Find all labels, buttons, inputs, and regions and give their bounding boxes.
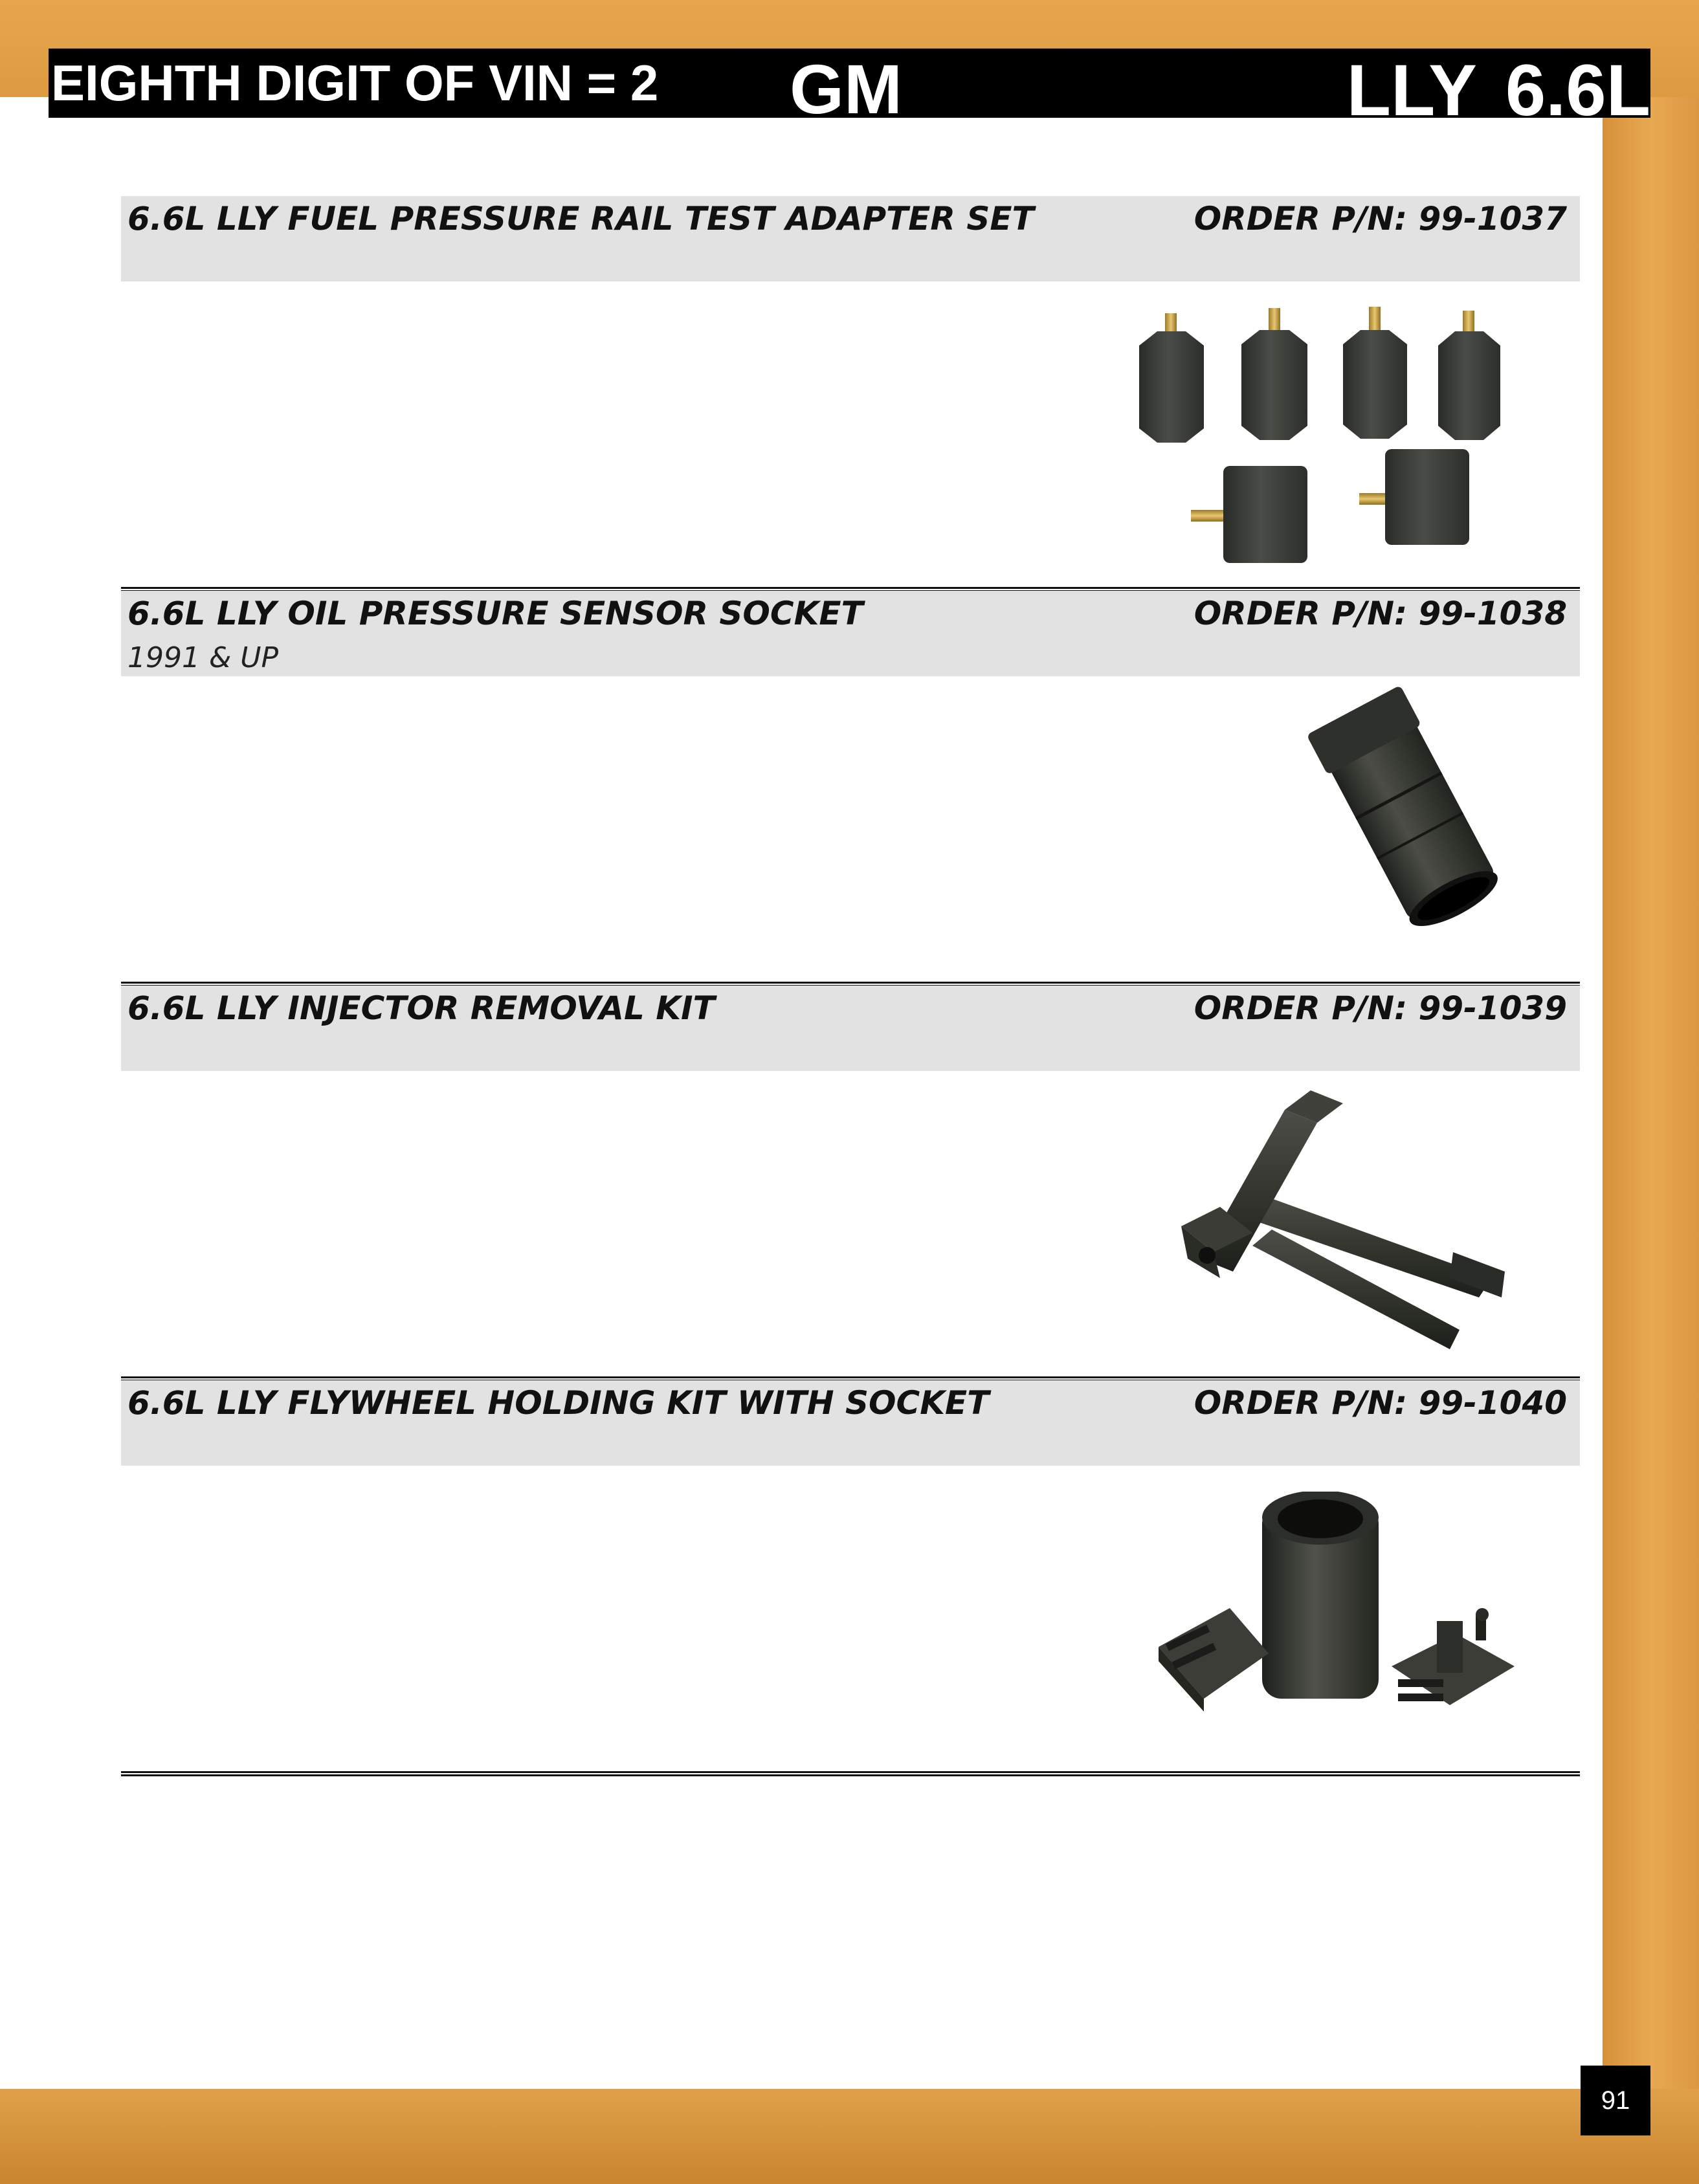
fuel-pressure-adapter-set-photo — [1126, 299, 1527, 584]
product-title: 6.6L LLY FUEL PRESSURE RAIL TEST ADAPTER SET — [128, 200, 1034, 237]
product-title: 6.6L LLY OIL PRESSURE SENSOR SOCKET — [128, 595, 863, 632]
injector-removal-kit-photo — [1155, 1084, 1518, 1369]
engine-label — [1347, 49, 1650, 132]
adapter-6 — [1359, 449, 1469, 545]
order-part-number: ORDER P/N: 99-1038 — [1194, 595, 1567, 632]
oil-pressure-sensor-socket-photo — [1288, 683, 1534, 954]
product-title: 6.6L LLY FLYWHEEL HOLDING KIT WITH SOCKET — [128, 1384, 990, 1422]
adapter-1 — [1139, 313, 1204, 443]
adapter-4 — [1438, 311, 1500, 440]
adapter-5 — [1191, 466, 1307, 563]
product-title: 6.6L LLY INJECTOR REMOVAL KIT — [128, 989, 715, 1027]
engine-code: LLY — [1346, 50, 1477, 131]
product-subtitle: 1991 & UP — [128, 641, 278, 674]
order-part-number: ORDER P/N: 99-1040 — [1194, 1384, 1567, 1422]
orange-frame-right — [1603, 97, 1699, 2184]
adapter-2 — [1241, 308, 1307, 440]
adapter-3 — [1343, 307, 1407, 439]
vin-digit-label: EIGHTH DIGIT OF VIN = 2 — [51, 54, 659, 111]
make-label: GM — [790, 50, 902, 128]
page-header-bar — [49, 49, 1650, 131]
flywheel-holding-kit-photo — [1152, 1492, 1527, 1763]
section-divider — [121, 1771, 1580, 1776]
orange-frame-bottom — [0, 2089, 1699, 2184]
page-number: 91 — [1581, 2066, 1650, 2135]
engine-displacement: 6.6L — [1505, 50, 1650, 131]
order-part-number: ORDER P/N: 99-1037 — [1194, 200, 1567, 237]
order-part-number: ORDER P/N: 99-1039 — [1194, 989, 1567, 1027]
